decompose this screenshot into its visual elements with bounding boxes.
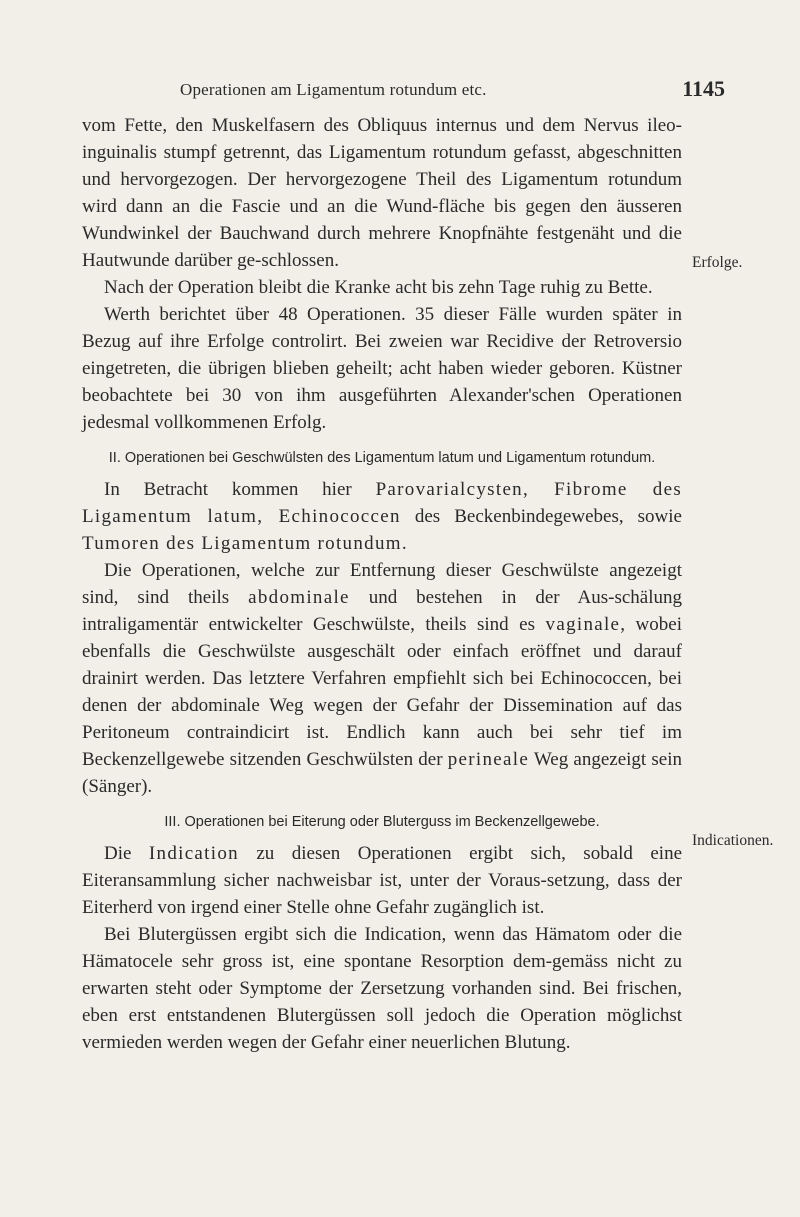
paragraph-5-text-4: Weg angezeigt sein (Sänger).: [82, 749, 682, 797]
paragraph-4-text-2: des Beckenbindegewebes, sowie: [400, 506, 682, 527]
paragraph-3: Werth berichtet über 48 Operationen. 35 dieser Fälle wurden später in Bezug auf ihre Erfolge controlirt. Bei zweien war Recidive der Retroversio eingetreten, die übrigen blieben geheilt; acht haben wieder geboren. Küstner beobachtete bei 30 von ihm ausgeführten Alexander'schen Operationen jedesmal vollkommenen Erfolg.: [82, 304, 682, 433]
page-body: [82, 112, 682, 1056]
paragraph-4-text-1: In Betracht kommen hier: [104, 479, 376, 500]
paragraph-5-spaced-3: perineale: [447, 749, 530, 770]
section-heading-2: II. Operationen bei Geschwülsten des Ligamentum latum und Ligamentum rotundum.: [108, 450, 656, 466]
paragraph-6-spaced-1: Indication: [148, 843, 239, 864]
paragraph-1: vom Fette, den Muskelfasern des Obliquus internus und dem Nervus ileo-inguinalis stumpf getrennt, das Ligamentum rotundum gefasst, abgeschnitten und hervorgezogen. Der hervorgezogene Theil des Ligamentum rotundum wird dann an die Fascie und an die Wund-fläche bis gegen den äusseren Wundwinkel der Bauchwand durch mehrere Knopfnähte festgenäht und die Hautwunde darüber ge-schlossen.: [82, 115, 682, 271]
paragraph-5-text-2: und bestehen in der Aus-schälung intraligamentär entwickelter Geschwülste, theils sind es: [82, 587, 682, 635]
paragraph-5: [82, 557, 682, 800]
paragraph-4-text-3: .: [401, 533, 407, 554]
running-title: Operationen am Ligamentum rotundum etc.: [180, 80, 487, 99]
margin-note-indicationen: Indicationen.: [692, 832, 774, 849]
paragraph-4: [82, 476, 682, 557]
paragraph-4-spaced-2: Tumoren des Ligamentum rotundum: [82, 533, 402, 554]
paragraph-5-text-3: , wobei ebenfalls die Geschwülste ausgeschält oder einfach eröffnet und darauf drainirt werden. Das letztere Verfahren empfiehlt sich bei Echinococcen, bei denen der abdominale Weg wegen der Gefahr der Dissemination auf das Peritoneum contraindicirt ist. Endlich kann auch bei sehr tief im Beckenzellgewebe sitzenden Geschwülsten der: [82, 614, 682, 770]
paragraph-5-text-1: Die Operationen, welche zur Entfernung dieser Geschwülste angezeigt sind, sind theils: [82, 560, 682, 608]
paragraph-6: [82, 840, 682, 921]
paragraph-6-text-2: zu diesen Operationen ergibt sich, sobald eine Eiteransammlung sicher nachweisbar ist, unter der Voraus-setzung, dass der Eiterherd von irgend einer Stelle ohne Gefahr zugänglich ist.: [82, 843, 682, 918]
section-heading-3: III. Operationen bei Eiterung oder Bluterguss im Beckenzellgewebe.: [164, 814, 600, 830]
margin-note-erfolge: Erfolge.: [692, 254, 743, 271]
paragraph-2: Nach der Operation bleibt die Kranke acht bis zehn Tage ruhig zu Bette.: [104, 277, 653, 298]
paragraph-4-spaced-1: Parovarialcysten, Fibrome des Ligamentum latum, Echinococcen: [82, 479, 683, 527]
page-number: 1145: [682, 76, 725, 101]
paragraph-5-spaced-2: vaginale: [545, 614, 621, 635]
page-header: [70, 76, 725, 104]
paragraph-7: Bei Blutergüssen ergibt sich die Indication, wenn das Hämatom oder die Hämatocele sehr gross ist, eine spontane Resorption dem-gemäss nicht zu erwarten steht oder Symptome der Zersetzung vorhanden sind. Bei frischen, eben erst entstandenen Blutergüssen soll jedoch die Operation möglichst vermieden werden wegen der Gefahr einer neuerlichen Blutung.: [82, 924, 682, 1053]
paragraph-5-spaced-1: abdominale: [248, 587, 350, 608]
paragraph-6-text-1: Die: [104, 843, 149, 864]
